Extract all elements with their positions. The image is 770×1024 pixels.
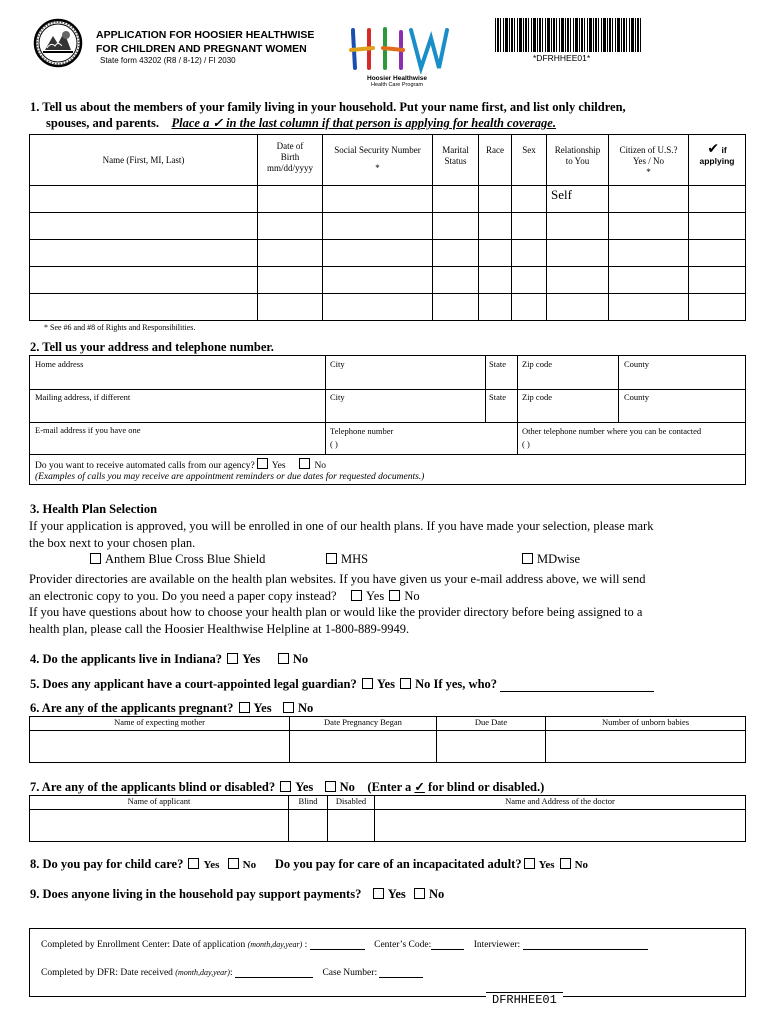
table-row bbox=[30, 294, 746, 321]
q6-no-checkbox[interactable] bbox=[283, 702, 294, 713]
household-table bbox=[29, 134, 746, 321]
pregnancy-table bbox=[29, 716, 746, 763]
city-field[interactable]: City bbox=[330, 359, 345, 369]
q8-adult-care-no-checkbox[interactable] bbox=[560, 858, 571, 869]
col-doctor: Name and Address of the doctor bbox=[375, 796, 746, 810]
q9-yes-checkbox[interactable] bbox=[373, 888, 384, 899]
col-marital: Marital Status bbox=[433, 135, 479, 186]
hhw-logo bbox=[345, 24, 449, 88]
plan-mhs-label: MHS bbox=[341, 552, 369, 566]
logo-caption-2: Health Care Program bbox=[371, 82, 423, 88]
section-1-heading bbox=[30, 99, 760, 131]
col-race: Race bbox=[479, 135, 512, 186]
table-row bbox=[30, 267, 746, 294]
q9-no-checkbox[interactable] bbox=[414, 888, 425, 899]
mailing-county-field[interactable]: County bbox=[624, 392, 650, 402]
zip-field[interactable]: Zip code bbox=[522, 359, 552, 369]
title-line-1: APPLICATION FOR HOOSIER HEALTHWISE bbox=[96, 29, 315, 41]
plan-mdwise-label: MDwise bbox=[537, 552, 581, 566]
q8-adult-care-yes-checkbox[interactable] bbox=[524, 858, 535, 869]
col-applying: ✔ if applying bbox=[689, 135, 746, 186]
q8-childcare-no-checkbox[interactable] bbox=[228, 858, 239, 869]
health-plan-options bbox=[88, 552, 768, 567]
s1-line2: spouses, and parents. bbox=[46, 116, 160, 130]
table-row bbox=[30, 213, 746, 240]
automated-calls-question: Do you want to receive automated calls from our agency? Yes No bbox=[35, 458, 326, 471]
question-4: 4. Do the applicants live in Indiana? Yes No bbox=[30, 652, 309, 666]
logo-caption-1: Hoosier Healthwise bbox=[367, 75, 427, 82]
mailing-address-field[interactable]: Mailing address, if different bbox=[35, 392, 131, 402]
mailing-city-field[interactable]: City bbox=[330, 392, 345, 402]
county-field[interactable]: County bbox=[624, 359, 650, 369]
col-pregnancy-began: Date Pregnancy Began bbox=[290, 717, 437, 731]
barcode bbox=[495, 18, 641, 52]
table-row bbox=[30, 731, 746, 763]
check-icon: ✔ bbox=[707, 140, 720, 156]
col-blind: Blind bbox=[289, 796, 328, 810]
q4-no-checkbox[interactable] bbox=[278, 653, 289, 664]
case-number-field[interactable] bbox=[379, 977, 423, 978]
form-number: State form 43202 (R8 / 8-12) / FI 2030 bbox=[100, 56, 236, 65]
col-disabled: Disabled bbox=[328, 796, 375, 810]
s1-footnote: * See #6 and #8 of Rights and Responsibilities. bbox=[44, 323, 196, 332]
question-7: 7. Are any of the applicants blind or disabled? Yes No (Enter a ✓ for blind or disabled.) bbox=[30, 780, 545, 794]
bottom-form-code: DFRHHEE01 bbox=[486, 992, 563, 1007]
logo-caption bbox=[345, 75, 449, 89]
center-code-field[interactable] bbox=[431, 949, 464, 950]
paper-copy-yes-checkbox[interactable] bbox=[351, 590, 362, 601]
home-address-field[interactable]: Home address bbox=[35, 359, 84, 369]
enrollment-center-line: Completed by Enrollment Center: Date of application (month,day,year) : Center’s Code: Interviewer: bbox=[41, 940, 648, 950]
col-citizen: Citizen of U.S.? Yes / No * bbox=[609, 135, 689, 186]
col-relationship: Relationship to You bbox=[547, 135, 609, 186]
auto-calls-yes-checkbox[interactable] bbox=[257, 458, 268, 469]
mailing-state-field[interactable]: State bbox=[489, 392, 506, 402]
col-ssn: Social Security Number * bbox=[323, 135, 433, 186]
date-received-field[interactable] bbox=[235, 977, 313, 978]
plan-mhs-checkbox[interactable] bbox=[326, 553, 337, 564]
paper-copy-no-checkbox[interactable] bbox=[389, 590, 400, 601]
dfr-line: Completed by DFR: Date received (month,day,year): Case Number: bbox=[41, 968, 423, 978]
title-line-2: FOR CHILDREN AND PREGNANT WOMEN bbox=[96, 43, 307, 55]
crayon-letters-icon bbox=[345, 24, 449, 74]
s3-directory-paragraph: Provider directories are available on the health plan websites. If you have given us your e-mail address above, we will send an electronic copy to you. Do you need a paper copy instead? Yes No If you have questions about how to choose your health plan or would like the provider directory before being assigned to a health plan, please call the Hoosier Healthwise Helpline at 1-800-889-9949. bbox=[29, 572, 646, 636]
col-due-date: Due Date bbox=[437, 717, 546, 731]
state-seal bbox=[33, 18, 83, 68]
check-mark-icon: ✓ bbox=[414, 780, 425, 794]
telephone-field[interactable]: Telephone number ( ) bbox=[330, 426, 394, 449]
col-expecting-mother: Name of expecting mother bbox=[30, 717, 290, 731]
s1-line1: 1. Tell us about the members of your family living in your household. Put your name first, and list only children, bbox=[30, 100, 626, 114]
office-use-box bbox=[29, 928, 746, 997]
address-grid bbox=[29, 355, 746, 485]
question-9: 9. Does anyone living in the household pay support payments? Yes No bbox=[30, 887, 445, 901]
col-sex: Sex bbox=[512, 135, 547, 186]
q7-no-checkbox[interactable] bbox=[325, 781, 336, 792]
table-row bbox=[30, 810, 746, 842]
question-6: 6. Are any of the applicants pregnant? Yes No bbox=[30, 701, 314, 715]
q6-yes-checkbox[interactable] bbox=[239, 702, 250, 713]
email-field[interactable]: E-mail address if you have one bbox=[35, 425, 141, 435]
q4-yes-checkbox[interactable] bbox=[227, 653, 238, 664]
s3-paragraph: If your application is approved, you will be enrolled in one of our health plans. If you have made your selection, please mark the box next to your chosen plan. bbox=[29, 519, 654, 550]
table-row bbox=[30, 240, 746, 267]
plan-anthem-label: Anthem Blue Cross Blue Shield bbox=[105, 552, 266, 566]
interviewer-field[interactable] bbox=[523, 949, 648, 950]
guardian-name-field[interactable] bbox=[500, 691, 654, 692]
barcode-text: *DFRHHEE01* bbox=[533, 53, 591, 63]
automated-calls-examples: (Examples of calls you may receive are appointment reminders or due dates for requested documents.) bbox=[35, 472, 425, 482]
section-3-heading: 3. Health Plan Selection bbox=[30, 502, 158, 516]
mailing-zip-field[interactable]: Zip code bbox=[522, 392, 552, 402]
q8-childcare-yes-checkbox[interactable] bbox=[188, 858, 199, 869]
col-applicant-name: Name of applicant bbox=[30, 796, 289, 810]
q5-yes-checkbox[interactable] bbox=[362, 678, 373, 689]
table-row bbox=[30, 186, 746, 213]
question-5: 5. Does any applicant have a court-appointed legal guardian? Yes No If yes, who? bbox=[30, 677, 654, 692]
question-8: 8. Do you pay for child care? Yes No Do you pay for care of an incapacitated adult? Yes No bbox=[30, 857, 589, 871]
auto-calls-no-checkbox[interactable] bbox=[299, 458, 310, 469]
other-telephone-field[interactable]: Other telephone number where you can be contacted ( ) bbox=[522, 426, 702, 449]
col-unborn-babies: Number of unborn babies bbox=[546, 717, 746, 731]
section-2-heading: 2. Tell us your address and telephone number. bbox=[30, 340, 274, 354]
form-title bbox=[96, 28, 314, 56]
q7-yes-checkbox[interactable] bbox=[280, 781, 291, 792]
plan-anthem-checkbox[interactable] bbox=[90, 553, 101, 564]
application-date-field[interactable] bbox=[310, 949, 365, 950]
self-cell: Self bbox=[547, 186, 609, 213]
col-dob: Date of Birth mm/dd/yyyy bbox=[258, 135, 323, 186]
disability-table bbox=[29, 795, 746, 842]
plan-mdwise-checkbox[interactable] bbox=[522, 553, 533, 564]
q5-no-checkbox[interactable] bbox=[400, 678, 411, 689]
state-field[interactable]: State bbox=[489, 359, 506, 369]
col-name: Name (First, MI, Last) bbox=[30, 135, 258, 186]
s1-line2-instruction: Place a ✓ in the last column if that person is applying for health coverage. bbox=[171, 116, 556, 130]
